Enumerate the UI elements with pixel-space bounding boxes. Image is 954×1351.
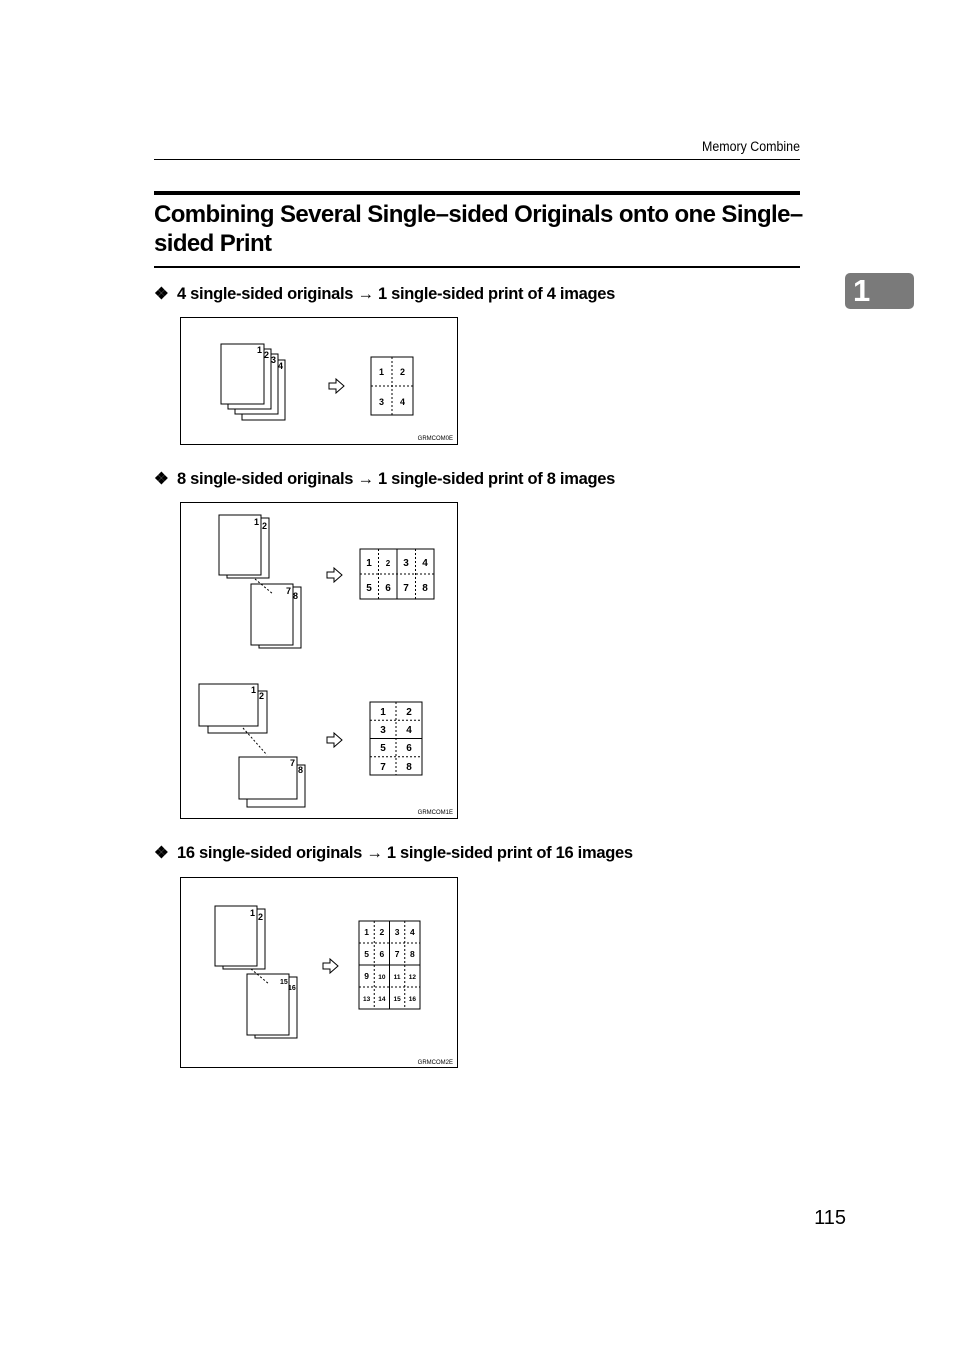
stack-label: 7: [290, 758, 296, 768]
grid-cell: 6: [379, 949, 385, 959]
grid-cell: 4: [410, 927, 415, 937]
grid-cell: 2: [406, 707, 412, 718]
figure-code: GRMCOM1E: [417, 810, 453, 816]
stack-label: 2: [259, 691, 265, 701]
stack-label: 1: [251, 685, 257, 695]
grid-cell: 8: [406, 762, 412, 773]
figure-code: GRMCOM0E: [417, 436, 453, 442]
figure-4-originals: [180, 317, 458, 445]
grid-cell: 4: [406, 725, 412, 736]
grid-cell: 5: [380, 743, 386, 754]
figure-16-originals: [180, 877, 458, 1068]
section-heading-8-originals: [154, 469, 615, 489]
stack-label: 3: [271, 355, 277, 365]
grid-cell: 3: [378, 397, 385, 407]
grid-cell: 14: [378, 996, 386, 1003]
grid-cell: 3: [394, 927, 400, 937]
chapter-tab: 1: [845, 273, 914, 309]
stack-label: 8: [298, 765, 304, 775]
section-heading-text: 4 single-sided originals → 1 single-sided print of 4 images: [177, 285, 615, 303]
header-rule: [154, 159, 800, 160]
grid-cell: 7: [380, 762, 386, 773]
stack-label: 1: [254, 517, 260, 527]
diamond-bullet-icon: ❖: [154, 844, 169, 862]
grid-cell: 1: [378, 367, 385, 377]
section-heading-16-originals: [154, 843, 633, 863]
arrow-right-icon: [327, 733, 342, 747]
page-title: Combining Several Single–sided Originals onto one Single–sided Print: [154, 201, 803, 257]
grid-cell: 12: [408, 974, 417, 981]
grid-cell: 2: [399, 367, 406, 377]
title-rule-bottom: [154, 266, 800, 268]
grid-cell: 11: [393, 974, 401, 981]
title-rule-top: [154, 191, 800, 195]
stack-label: 8: [293, 591, 299, 601]
grid-cell: 5: [364, 949, 369, 959]
grid-cell: 16: [408, 996, 417, 1003]
running-head: Memory Combine: [701, 139, 800, 154]
figure-code: GRMCOM2E: [417, 1060, 453, 1066]
diamond-bullet-icon: ❖: [154, 285, 169, 303]
arrow-right-icon: [323, 959, 338, 973]
grid-cell: 7: [394, 949, 400, 959]
grid-cell: 13: [362, 996, 371, 1003]
section-heading-text: 8 single-sided originals → 1 single-sided print of 8 images: [177, 470, 615, 488]
arrow-right-icon: [327, 568, 342, 582]
grid-cell: 8: [422, 583, 428, 594]
page-number: 115: [814, 1207, 846, 1229]
stack-label: 1: [250, 908, 256, 918]
stack-label: 4: [278, 361, 284, 371]
stack-label: 1: [257, 345, 263, 355]
grid-cell: 1: [364, 927, 369, 937]
grid-cell: 9: [364, 971, 369, 981]
grid-cell: 10: [378, 974, 386, 981]
diamond-bullet-icon: ❖: [154, 470, 169, 488]
stack-label: 2: [262, 521, 268, 531]
grid-cell: 3: [380, 725, 386, 736]
stack-label: 15: [280, 979, 288, 986]
grid-cell: 5: [366, 583, 372, 594]
grid-cell: 7: [403, 583, 409, 594]
grid-cell: 1: [366, 558, 372, 569]
grid-cell: 2: [379, 927, 385, 937]
grid-cell: 2: [385, 559, 391, 568]
stack-label: 2: [264, 350, 270, 360]
grid-cell: 8: [410, 949, 415, 959]
section-heading-4-originals: [154, 284, 615, 304]
stack-label: 2: [258, 912, 264, 922]
stack-label: 7: [286, 586, 292, 596]
grid-cell: 4: [422, 558, 428, 569]
stack-label: 16: [288, 985, 296, 992]
section-heading-text: 16 single-sided originals → 1 single-sided print of 16 images: [177, 844, 633, 862]
grid-cell: 15: [393, 996, 401, 1003]
figure-8-originals: [180, 502, 458, 819]
grid-cell: 4: [399, 397, 406, 407]
grid-cell: 3: [403, 558, 409, 569]
grid-cell: 6: [406, 743, 412, 754]
grid-cell: 1: [380, 707, 386, 718]
arrow-right-icon: [329, 379, 344, 393]
grid-cell: 6: [385, 583, 391, 594]
